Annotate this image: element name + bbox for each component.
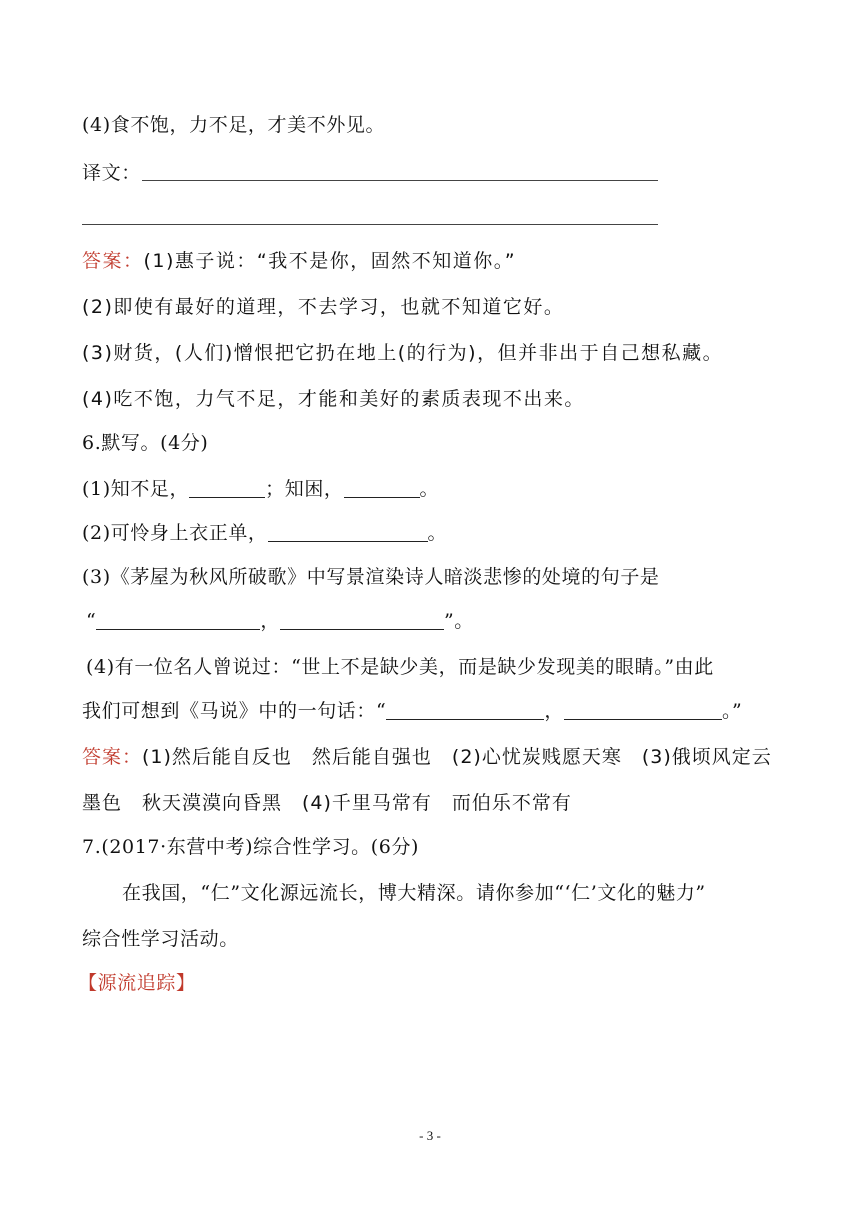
question-6-item-3-line-2 bbox=[86, 608, 474, 634]
q6-item-1-text-c: 。 bbox=[419, 478, 440, 500]
answer-label: 答案： bbox=[82, 746, 143, 768]
question-6-item-1 bbox=[82, 476, 439, 502]
question-7-title: 7.(2017·东营中考)综合性学习。(6分) bbox=[82, 836, 420, 858]
fill-blank bbox=[280, 611, 444, 630]
question-7-paragraph-line-1: 在我国，“仁”文化源远流长，博大精深。请你参加“‘仁’文化的魅力” bbox=[122, 882, 706, 904]
fill-blank bbox=[96, 611, 260, 630]
q6-item-4-mid: ， bbox=[544, 700, 564, 722]
answer-5-item-4: (4)吃不饱，力气不足，才能和美好的素质表现不出来。 bbox=[82, 388, 585, 410]
q6-item-3-mid: ， bbox=[260, 610, 280, 632]
translation-blank-1 bbox=[142, 180, 658, 181]
translation-line bbox=[82, 160, 141, 186]
question-6-item-3-line-1: (3)《茅屋为秋风所破歌》中写景渲染诗人暗淡悲惨的处境的句子是 bbox=[82, 566, 660, 588]
question-6-item-4-line-2 bbox=[82, 698, 742, 724]
answer-5-item-3: (3)财货，(人们)憎恨把它扔在地上(的行为)，但并非出于自己想私藏。 bbox=[82, 342, 724, 364]
question-5-item-4: (4)食不饱，力不足，才美不外见。 bbox=[82, 114, 386, 136]
fill-blank bbox=[344, 479, 420, 498]
question-6-item-4-line-1: (4)有一位名人曾说过：“世上不是缺少美，而是缺少发现美的眼睛。”由此 bbox=[86, 656, 714, 678]
answer-6-line-2: 墨色 秋天漠漠向昏黑 (4)千里马常有 而伯乐不常有 bbox=[82, 792, 572, 814]
q6-item-3-open: “ bbox=[86, 610, 97, 632]
answer-6-line-1 bbox=[82, 744, 772, 770]
q6-item-2-text-b: 。 bbox=[427, 522, 448, 544]
answer-5-item-1: (1)惠子说：“我不是你，固然不知道你。” bbox=[143, 250, 517, 272]
question-6-item-2 bbox=[82, 520, 447, 546]
fill-blank bbox=[564, 701, 722, 720]
answer-5-item-2: (2)即使有最好的道理，不去学习，也就不知道它好。 bbox=[82, 296, 565, 318]
page-number: - 3 - bbox=[419, 1128, 441, 1143]
question-6-title: 6.默写。(4分) bbox=[82, 432, 209, 454]
q6-item-4-text-a: 我们可想到《马说》中的一句话：“ bbox=[82, 700, 387, 722]
translation-blank-2 bbox=[82, 224, 658, 225]
q6-item-3-close: ”。 bbox=[443, 610, 474, 632]
q6-item-4-close: 。” bbox=[721, 700, 743, 722]
q6-item-1-text-a: (1)知不足， bbox=[82, 478, 190, 500]
translation-label: 译文： bbox=[82, 162, 141, 184]
fill-blank bbox=[268, 523, 428, 542]
fill-blank bbox=[189, 479, 265, 498]
section-heading: 【源流追踪】 bbox=[78, 972, 196, 994]
q6-item-2-text-a: (2)可怜身上衣正单， bbox=[82, 522, 268, 544]
answer-6-text-1: (1)然后能自反也 然后能自强也 (2)心忧炭贱愿天寒 (3)俄顷风定云 bbox=[142, 746, 772, 768]
answer-label: 答案： bbox=[82, 250, 144, 272]
answer-5-line-1 bbox=[82, 248, 516, 274]
fill-blank bbox=[386, 701, 544, 720]
question-7-paragraph-line-2: 综合性学习活动。 bbox=[82, 928, 239, 950]
q6-item-1-text-b: ；知困， bbox=[265, 478, 344, 500]
